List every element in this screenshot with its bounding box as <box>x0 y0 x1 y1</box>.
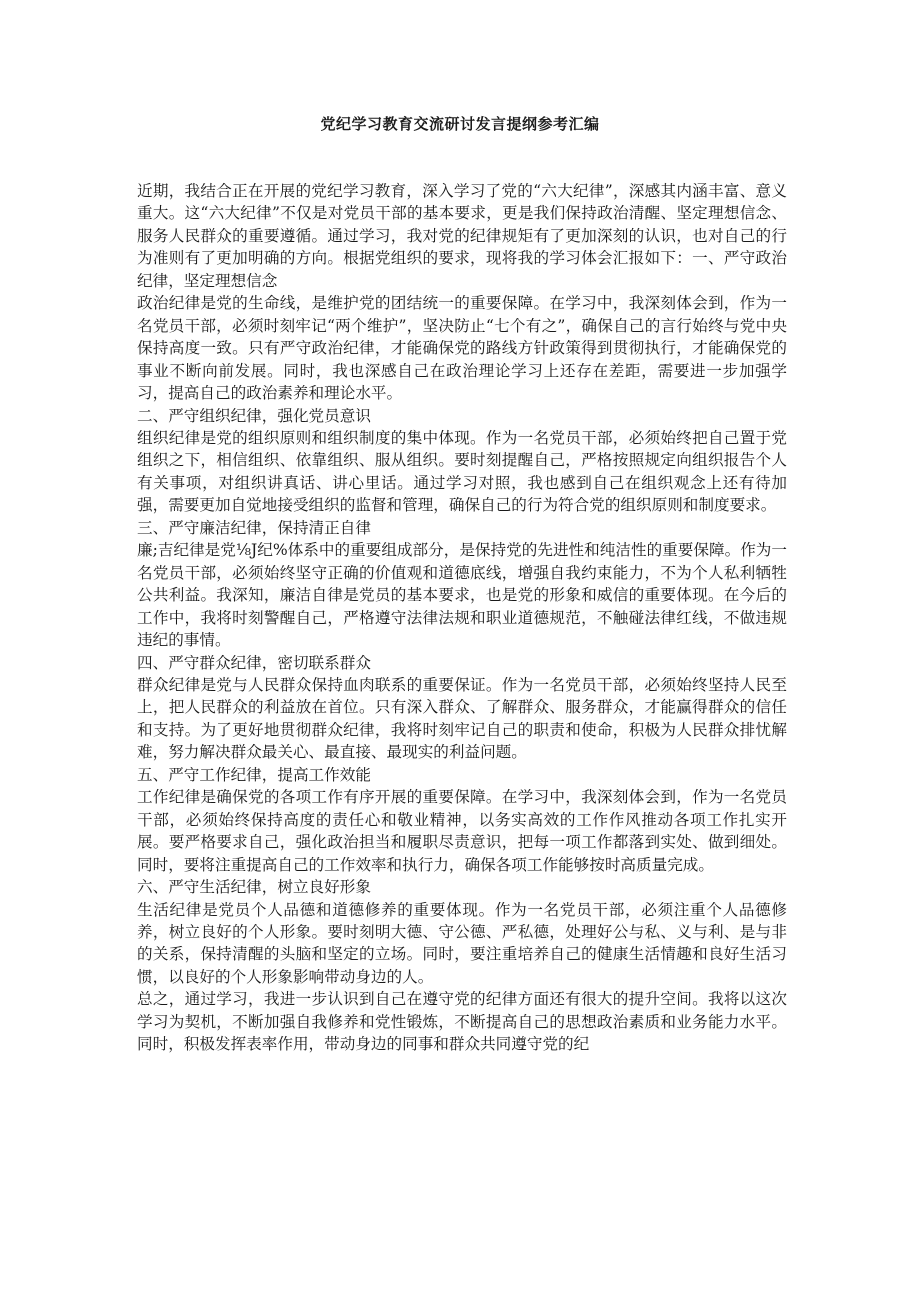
section-heading-organizational: 二、严守组织纪律，强化党员意识 <box>137 406 371 425</box>
section-heading-mass: 四、严守群众纪律，密切联系群众 <box>137 653 371 672</box>
conclusion-paragraph: 总之，通过学习，我进一步认识到自己在遵守党的纪律方面还有很大的提升空间。我将以这次学习为契机，不断加强自我修养和党性锻炼，不断提高自己的思想政治素质和业务能力水平。同时，积极发挥表率作用，带动身边的同事和群众共同遵守党的纪 <box>137 990 787 1054</box>
mass-discipline-paragraph: 群众纪律是党与人民群众保持血肉联系的重要保证。作为一名党员干部，必须始终坚持人民至上，把人民群众的利益放在首位。只有深入群众、了解群众、服务群众，才能赢得群众的信任和支持。为了更好地贯彻群众纪律，我将时刻牢记自己的职责和使命，积极为人民群众排忧解难，努力解决群众最关心、最直接、最现实的利益问题。 <box>137 675 787 762</box>
life-discipline-paragraph: 生活纪律是党员个人品德和道德修养的重要体现。作为一名党员干部，必须注重个人品德修养，树立良好的个人形象。要时刻明大德、守公德、严私德，处理好公与私、义与利、是与非的关系，保持清醒的头脑和坚定的立场。同时，要注重培养自己的健康生活情趣和良好生活习惯，以良好的个人形象影响带动身边的人。 <box>137 900 787 986</box>
section-heading-life: 六、严守生活纪律，树立良好形象 <box>137 878 371 897</box>
section-heading-work: 五、严守工作纪律，提高工作效能 <box>137 765 371 784</box>
organizational-discipline-paragraph: 组织纪律是党的组织原则和组织制度的集中体现。作为一名党员干部，必须始终把自己置于党组织之下，相信组织、依靠组织、服从组织。要时刻提醒自己，严格按照规定向组织报告个人有关事项，对组织讲真话、讲心里话。通过学习对照，我也感到自己在组织观念上还有待加强，需要更加自觉地接受组织的监督和管理，确保自己的行为符合党的组织原则和制度要求。 <box>137 428 787 515</box>
section-heading-integrity: 三、严守廉洁纪律，保持清正自律 <box>137 518 371 537</box>
intro-paragraph: 近期，我结合正在开展的党纪学习教育，深入学习了党的“六大纪律”，深感其内涵丰富、意义重大。这“六大纪律”不仅是对党员干部的基本要求，更是我们保持政治清醒、坚定理想信念、服务人民群众的重要遵循。通过学习，我对党的纪律规矩有了更加深刻的认识，也对自己的行为准则有了更加明确的方向。根据党组织的要求，现将我的学习体会汇报如下：一、严守政治纪律，坚定理想信念 <box>137 182 787 290</box>
document-body <box>137 180 787 1056</box>
document-title: 党纪学习教育交流研讨发言提纲参考汇编 <box>320 115 600 133</box>
integrity-discipline-paragraph: 廉;吉纪律是党⅛J纪%体系中的重要组成部分，是保持党的先进性和纯洁性的重要保障。作为一名党员干部，必须始终坚守正确的价值观和道德底线，增强自我约束能力，不为个人私利牺牲公共利益。我深知，廉洁自律是党员的基本要求，也是党的形象和威信的重要体现。在今后的工作中，我将时刻警醒自己，严格遵守法律法规和职业道德规范，不触碰法律红线，不做违规违纪的事情。 <box>137 541 787 650</box>
work-discipline-paragraph: 工作纪律是确保党的各项工作有序开展的重要保障。在学习中，我深刻体会到，作为一名党员干部，必须始终保持高度的责任心和敬业精神，以务实高效的工作作风推动各项工作扎实开展。要严格要求自己，强化政治担当和履职尽责意识，把每一项工作都落到实处、做到细处。同时，要将注重提高自己的工作效率和执行力，确保各项工作能够按时高质量完成。 <box>137 788 787 874</box>
political-discipline-paragraph: 政治纪律是党的生命线，是维护党的团结统一的重要保障。在学习中，我深刻体会到，作为一名党员干部，必须时刻牢记“两个维护”，坚决防止“七个有之”，确保自己的言行始终与党中央保持高度一致。只有严守政治纪律，才能确保党的路线方针政策得到贯彻执行，才能确保党的事业不断向前发展。同时，我也深感自己在政治理论学习上还存在差距，需要进一步加强学习，提高自己的政治素养和理论水平。 <box>137 294 787 403</box>
